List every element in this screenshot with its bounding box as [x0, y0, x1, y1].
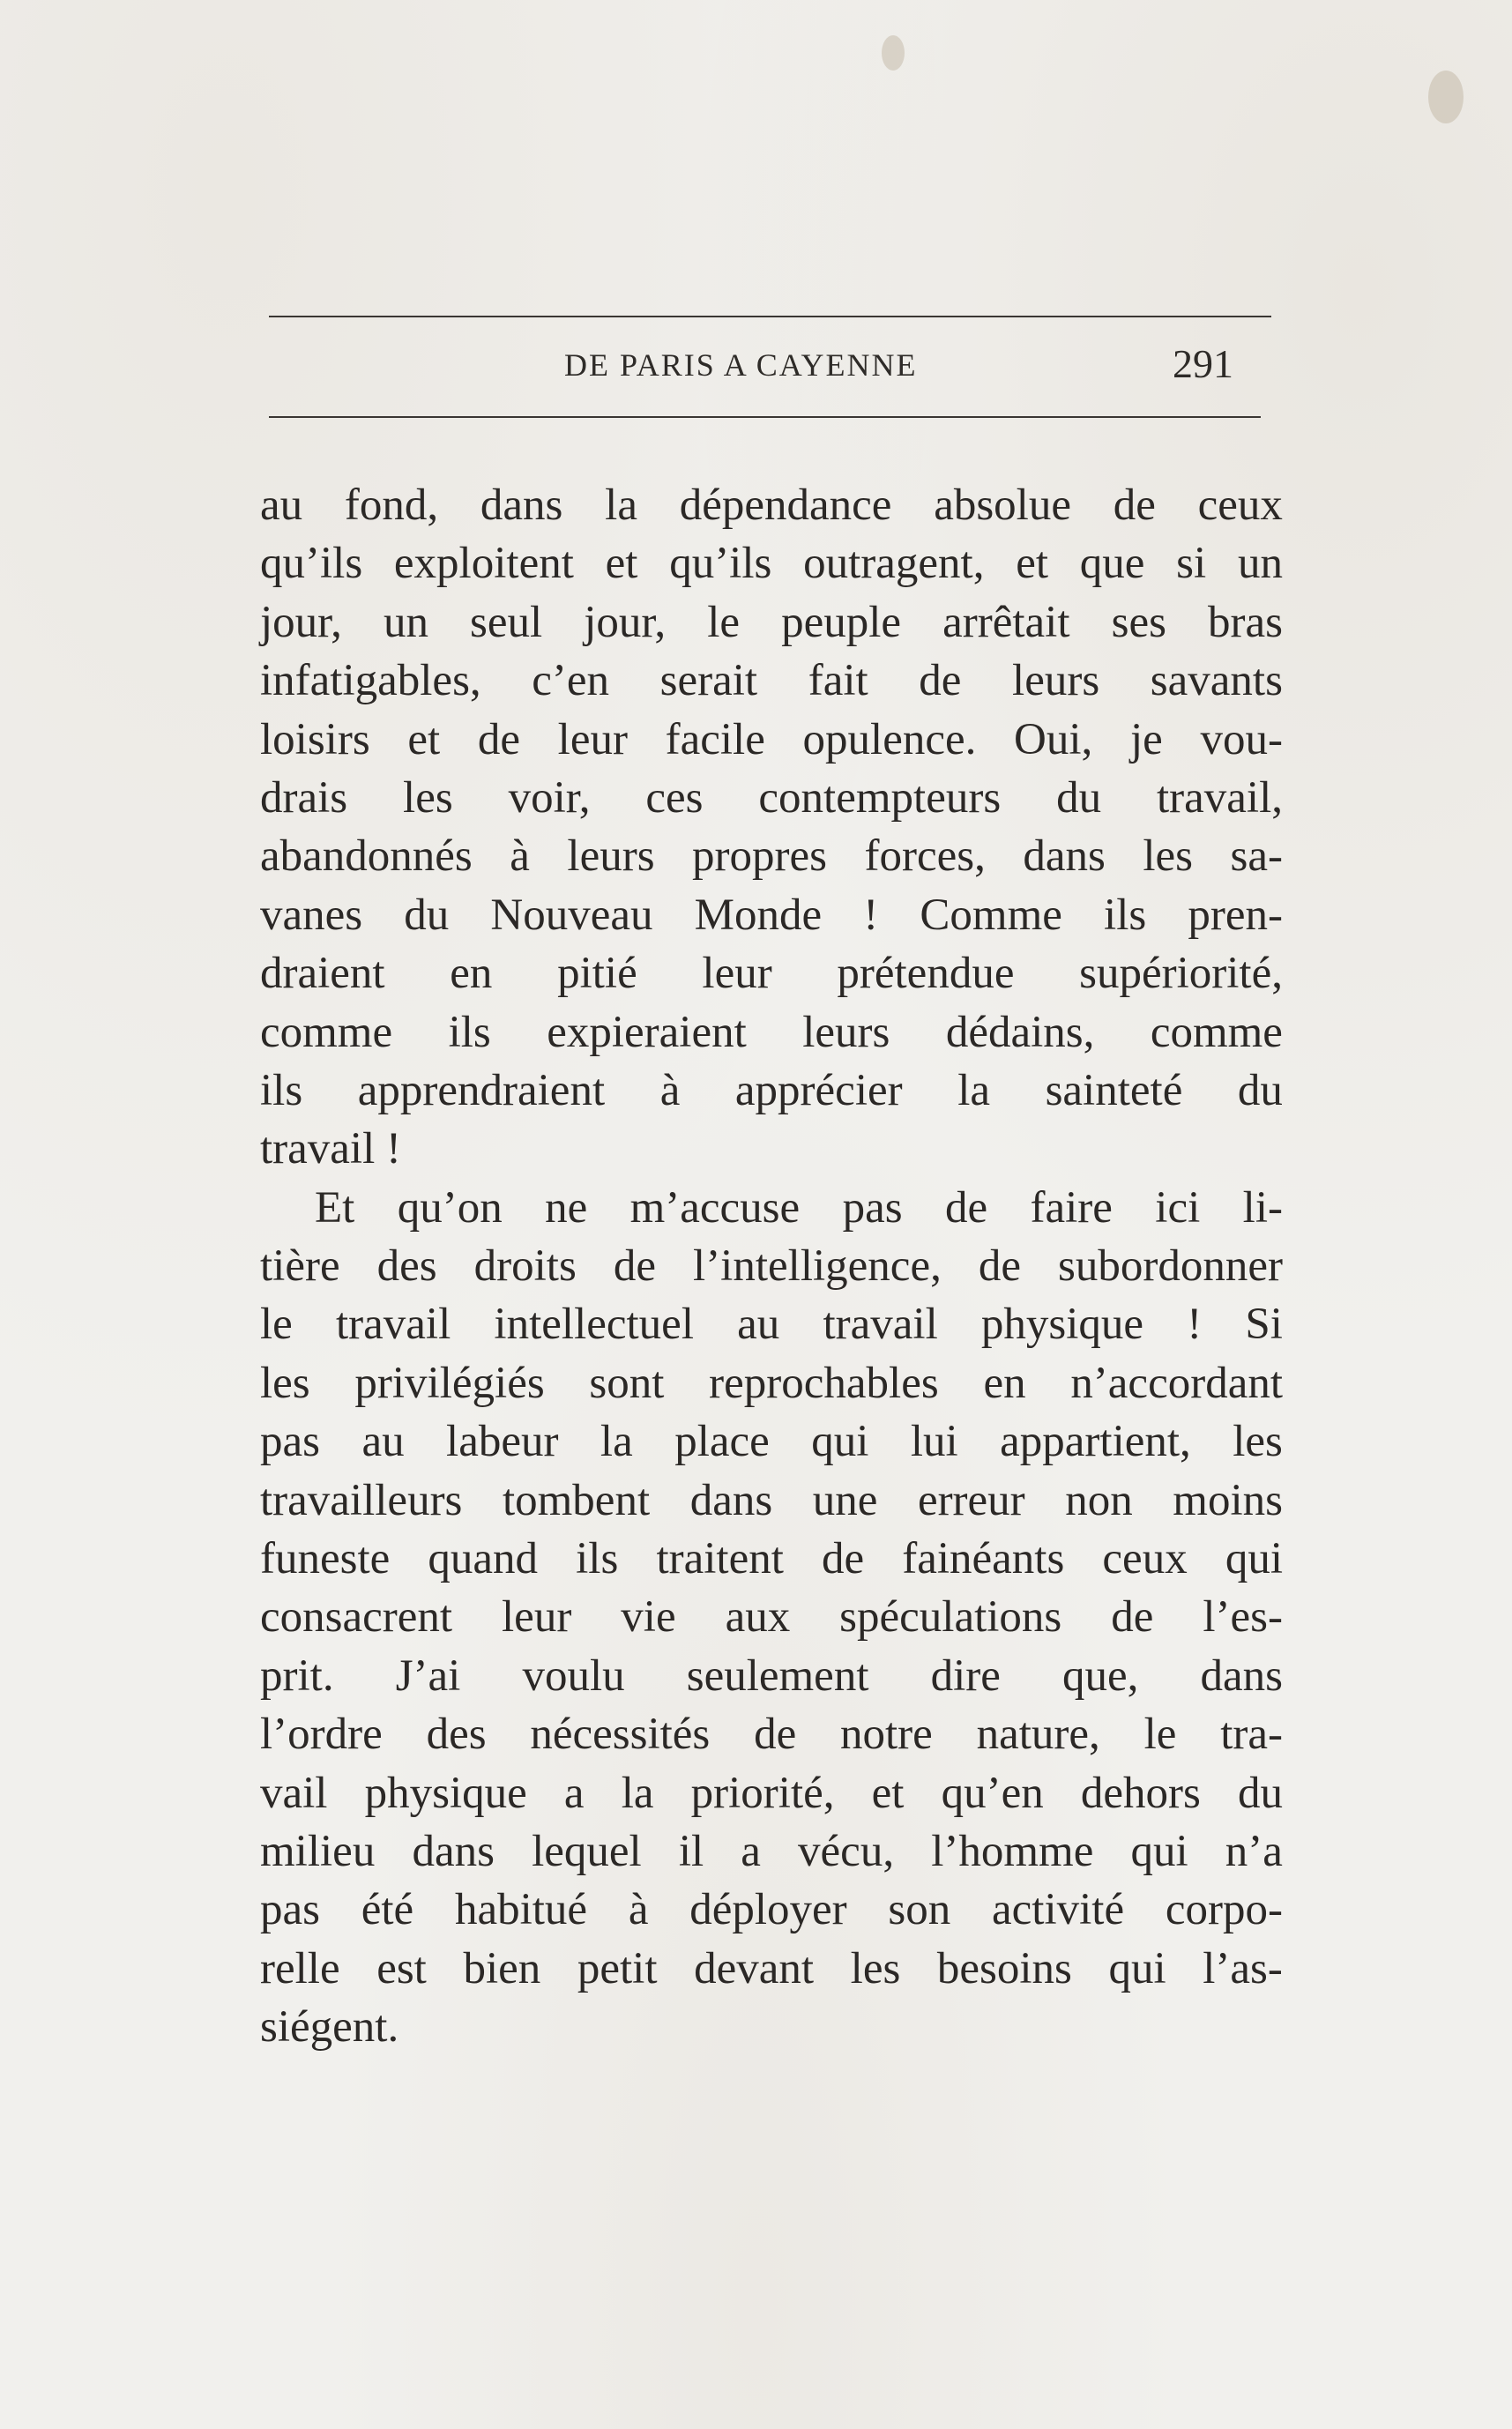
- word: expieraient: [547, 1007, 747, 1057]
- word: de: [477, 714, 520, 764]
- word: des: [426, 1710, 487, 1760]
- word: fond,: [344, 481, 439, 530]
- text-line: [260, 1179, 1283, 1237]
- word: à: [510, 831, 530, 882]
- text-line: travail !: [260, 1124, 401, 1174]
- word: ils: [1104, 890, 1147, 940]
- word: fainéants: [902, 1534, 1065, 1584]
- word: la: [621, 1768, 654, 1818]
- word: du: [1238, 1768, 1283, 1818]
- word: bras: [1208, 597, 1283, 647]
- text-line: [260, 1472, 1283, 1530]
- word: en: [983, 1358, 1026, 1408]
- word: Si: [1245, 1300, 1283, 1350]
- word: !: [1187, 1300, 1203, 1350]
- word: une: [812, 1475, 878, 1525]
- word: travail,: [1156, 772, 1283, 823]
- word: de: [821, 1534, 865, 1584]
- word: a: [741, 1826, 761, 1876]
- word: traitent: [656, 1534, 784, 1584]
- text-line: [260, 886, 1283, 944]
- word: qu’en: [941, 1768, 1044, 1818]
- word: dans: [412, 1826, 495, 1876]
- word: forces,: [864, 831, 986, 882]
- word: pren-: [1188, 890, 1283, 940]
- word: habitué: [454, 1885, 588, 1935]
- word: de: [613, 1241, 656, 1292]
- word: peuple: [781, 597, 902, 647]
- word: faire: [1030, 1182, 1113, 1233]
- word: pas: [260, 1885, 320, 1935]
- word: n’a: [1225, 1826, 1283, 1876]
- word: leurs: [1012, 656, 1100, 706]
- word: spéculations: [839, 1592, 1062, 1643]
- word: corpo-: [1165, 1885, 1283, 1935]
- word: un: [1237, 539, 1283, 589]
- word: Monde: [694, 890, 823, 940]
- word: dehors: [1080, 1768, 1201, 1818]
- word: ceux: [1197, 481, 1283, 530]
- word: fait: [808, 656, 868, 706]
- word: priorité,: [690, 1768, 835, 1818]
- word: comme: [260, 1007, 393, 1057]
- word: dépendance: [679, 481, 892, 530]
- word: lui: [910, 1417, 958, 1467]
- word: et: [605, 539, 638, 589]
- word: vécu,: [798, 1826, 895, 1876]
- word: arrêtait: [942, 597, 1070, 647]
- word: vanes: [260, 890, 363, 940]
- word: li-: [1242, 1182, 1283, 1233]
- word: les: [1233, 1417, 1283, 1467]
- word: absolue: [934, 481, 1071, 530]
- word: qui: [1130, 1826, 1188, 1876]
- word: du: [404, 890, 450, 940]
- running-title: DE PARIS A CAYENNE: [564, 347, 918, 383]
- word: pas: [260, 1417, 320, 1467]
- word: de: [754, 1710, 797, 1760]
- word: dans: [1023, 831, 1106, 882]
- text-line: siégent.: [260, 2002, 399, 2053]
- word: loisirs: [260, 714, 370, 764]
- word: au: [260, 481, 303, 530]
- word: infatigables,: [260, 656, 481, 706]
- word: à: [659, 1065, 681, 1115]
- text-line: [260, 1003, 1283, 1062]
- word: comme: [1150, 1007, 1283, 1057]
- word: de: [1111, 1592, 1154, 1643]
- word: qui: [811, 1417, 869, 1467]
- word: prit.: [260, 1650, 334, 1701]
- word: place: [674, 1417, 770, 1467]
- word: !: [863, 890, 879, 940]
- word: le: [260, 1300, 293, 1350]
- word: dans: [480, 481, 563, 530]
- word: pitié: [557, 949, 637, 999]
- word: le: [707, 597, 741, 647]
- word: m’accuse: [629, 1182, 801, 1233]
- word: son: [888, 1885, 951, 1935]
- word: du: [1056, 772, 1102, 823]
- word: leur: [702, 949, 772, 999]
- word: Oui,: [1014, 714, 1093, 764]
- word: l’intelligence,: [693, 1241, 942, 1292]
- header-rule-bottom: [269, 416, 1261, 418]
- word: qui: [1225, 1534, 1283, 1584]
- word: au: [361, 1417, 405, 1467]
- word: la: [600, 1417, 633, 1467]
- word: je: [1129, 714, 1163, 764]
- word: ne: [545, 1182, 588, 1233]
- word: leur: [557, 714, 628, 764]
- word: outragent,: [803, 539, 985, 589]
- word: qu’ils: [260, 539, 363, 589]
- word: vou-: [1200, 714, 1283, 764]
- word: de: [919, 656, 962, 706]
- word: opulence.: [802, 714, 977, 764]
- word: Et: [315, 1182, 355, 1233]
- word: J’ai: [395, 1650, 461, 1701]
- word: quand: [428, 1534, 539, 1584]
- word: erreur: [917, 1475, 1025, 1525]
- word: seulement: [686, 1650, 869, 1701]
- word: jour,: [260, 597, 342, 647]
- word: l’es-: [1203, 1592, 1283, 1643]
- page-number: 291: [1173, 341, 1233, 386]
- text-line: [260, 1647, 1283, 1705]
- word: les: [260, 1358, 310, 1408]
- word: les: [403, 772, 453, 823]
- word: nature,: [976, 1710, 1100, 1760]
- text-line: [260, 1295, 1283, 1353]
- text-line: [260, 1237, 1283, 1295]
- text-line: [260, 534, 1283, 592]
- word: les: [1143, 831, 1193, 882]
- word: consacrent: [260, 1592, 453, 1643]
- word: labeur: [446, 1417, 559, 1467]
- text-line: [260, 1764, 1283, 1822]
- word: et: [1016, 539, 1049, 589]
- word: voulu: [522, 1650, 625, 1701]
- word: est: [376, 1943, 427, 1993]
- word: notre: [840, 1710, 933, 1760]
- word: leurs: [802, 1007, 890, 1057]
- word: physique: [364, 1768, 527, 1818]
- word: propres: [692, 831, 827, 882]
- word: dans: [1200, 1650, 1283, 1701]
- word: voir,: [508, 772, 591, 823]
- word: et: [871, 1768, 905, 1818]
- word: aux: [725, 1592, 791, 1643]
- word: c’en: [532, 656, 610, 706]
- word: la: [957, 1065, 990, 1115]
- word: supériorité,: [1079, 949, 1283, 999]
- word: leur: [502, 1592, 572, 1643]
- word: vail: [260, 1768, 328, 1818]
- word: qui: [1108, 1943, 1166, 1993]
- word: tombent: [502, 1475, 651, 1525]
- word: tra-: [1220, 1710, 1283, 1760]
- text-line: [260, 652, 1283, 710]
- text-line: [260, 1881, 1283, 1939]
- word: de: [978, 1241, 1021, 1292]
- word: dire: [930, 1650, 1001, 1701]
- word: travail: [823, 1300, 938, 1350]
- word: savants: [1150, 656, 1283, 706]
- word: contempteurs: [758, 772, 1002, 823]
- word: privilégiés: [354, 1358, 545, 1408]
- word: apprendraient: [357, 1065, 606, 1115]
- word: de: [944, 1182, 988, 1233]
- word: que,: [1062, 1650, 1139, 1701]
- text-line: [260, 1588, 1283, 1646]
- word: reprochables: [709, 1358, 939, 1408]
- word: été: [361, 1885, 414, 1935]
- word: relle: [260, 1943, 340, 1993]
- word: en: [450, 949, 493, 999]
- text-line: [260, 1354, 1283, 1412]
- word: apprécier: [734, 1065, 903, 1115]
- word: n’accordant: [1070, 1358, 1283, 1408]
- word: il: [678, 1826, 704, 1876]
- paper-stain: [1428, 71, 1464, 123]
- word: funeste: [260, 1534, 391, 1584]
- word: besoins: [936, 1943, 1072, 1993]
- word: un: [383, 597, 428, 647]
- word: lequel: [532, 1826, 642, 1876]
- word: bien: [463, 1943, 541, 1993]
- word: la: [605, 481, 637, 530]
- word: intellectuel: [494, 1300, 694, 1350]
- word: l’homme: [931, 1826, 1094, 1876]
- word: a: [563, 1768, 585, 1818]
- word: appartient,: [1000, 1417, 1191, 1467]
- word: ses: [1111, 597, 1166, 647]
- header-rule-top: [269, 316, 1271, 317]
- word: ces: [645, 772, 704, 823]
- word: subordonner: [1058, 1241, 1283, 1292]
- word: ils: [260, 1065, 303, 1115]
- word: exploitent: [393, 539, 574, 589]
- word: du: [1237, 1065, 1283, 1115]
- word: moins: [1173, 1475, 1283, 1525]
- word: au: [737, 1300, 780, 1350]
- word: non: [1065, 1475, 1133, 1525]
- word: ceux: [1102, 1534, 1188, 1584]
- text-line: [260, 827, 1283, 885]
- word: si: [1176, 539, 1207, 589]
- word: sa-: [1230, 831, 1283, 882]
- word: leurs: [567, 831, 655, 882]
- word: dans: [689, 1475, 773, 1525]
- text-line: [260, 769, 1283, 827]
- word: nécessités: [530, 1710, 711, 1760]
- word: ils: [448, 1007, 491, 1057]
- word: l’ordre: [260, 1710, 383, 1760]
- text-line: [260, 1412, 1283, 1471]
- word: que: [1079, 539, 1145, 589]
- word: draient: [260, 949, 385, 999]
- text-line: [260, 711, 1283, 769]
- word: activité: [992, 1885, 1125, 1935]
- word: petit: [577, 1943, 658, 1993]
- text-line: [260, 1062, 1283, 1120]
- word: jour,: [584, 597, 667, 647]
- word: qu’ils: [669, 539, 772, 589]
- word: droits: [473, 1241, 577, 1292]
- word: les: [850, 1943, 901, 1993]
- word: le: [1143, 1710, 1177, 1760]
- word: et: [407, 714, 441, 764]
- text-line: [260, 1705, 1283, 1763]
- word: Nouveau: [490, 890, 653, 940]
- word: facile: [665, 714, 765, 764]
- word: travailleurs: [260, 1475, 463, 1525]
- text-line: [260, 476, 1283, 534]
- word: tière: [260, 1241, 340, 1292]
- text-line: [260, 1530, 1283, 1588]
- word: serait: [659, 656, 758, 706]
- word: sont: [589, 1358, 665, 1408]
- word: dédains,: [945, 1007, 1095, 1057]
- text-line: [260, 593, 1283, 652]
- word: travail: [335, 1300, 451, 1350]
- word: sainteté: [1045, 1065, 1183, 1115]
- word: ici: [1155, 1182, 1201, 1233]
- word: prétendue: [837, 949, 1015, 999]
- word: milieu: [260, 1826, 376, 1876]
- text-line: [260, 1822, 1283, 1881]
- word: qu’on: [397, 1182, 503, 1233]
- word: vie: [621, 1592, 676, 1643]
- word: de: [1113, 481, 1156, 530]
- word: des: [376, 1241, 437, 1292]
- text-line: [260, 1940, 1283, 1998]
- word: l’as-: [1203, 1943, 1283, 1993]
- word: à: [628, 1885, 649, 1935]
- word: devant: [694, 1943, 815, 1993]
- word: Comme: [920, 890, 1062, 940]
- word: déployer: [689, 1885, 847, 1935]
- text-line: [260, 944, 1283, 1002]
- word: pas: [842, 1182, 903, 1233]
- paper-stain: [882, 35, 905, 71]
- word: seul: [470, 597, 543, 647]
- word: abandonnés: [260, 831, 473, 882]
- body-text: [260, 476, 1283, 2057]
- word: physique: [980, 1300, 1144, 1350]
- word: drais: [260, 772, 348, 823]
- word: ils: [576, 1534, 619, 1584]
